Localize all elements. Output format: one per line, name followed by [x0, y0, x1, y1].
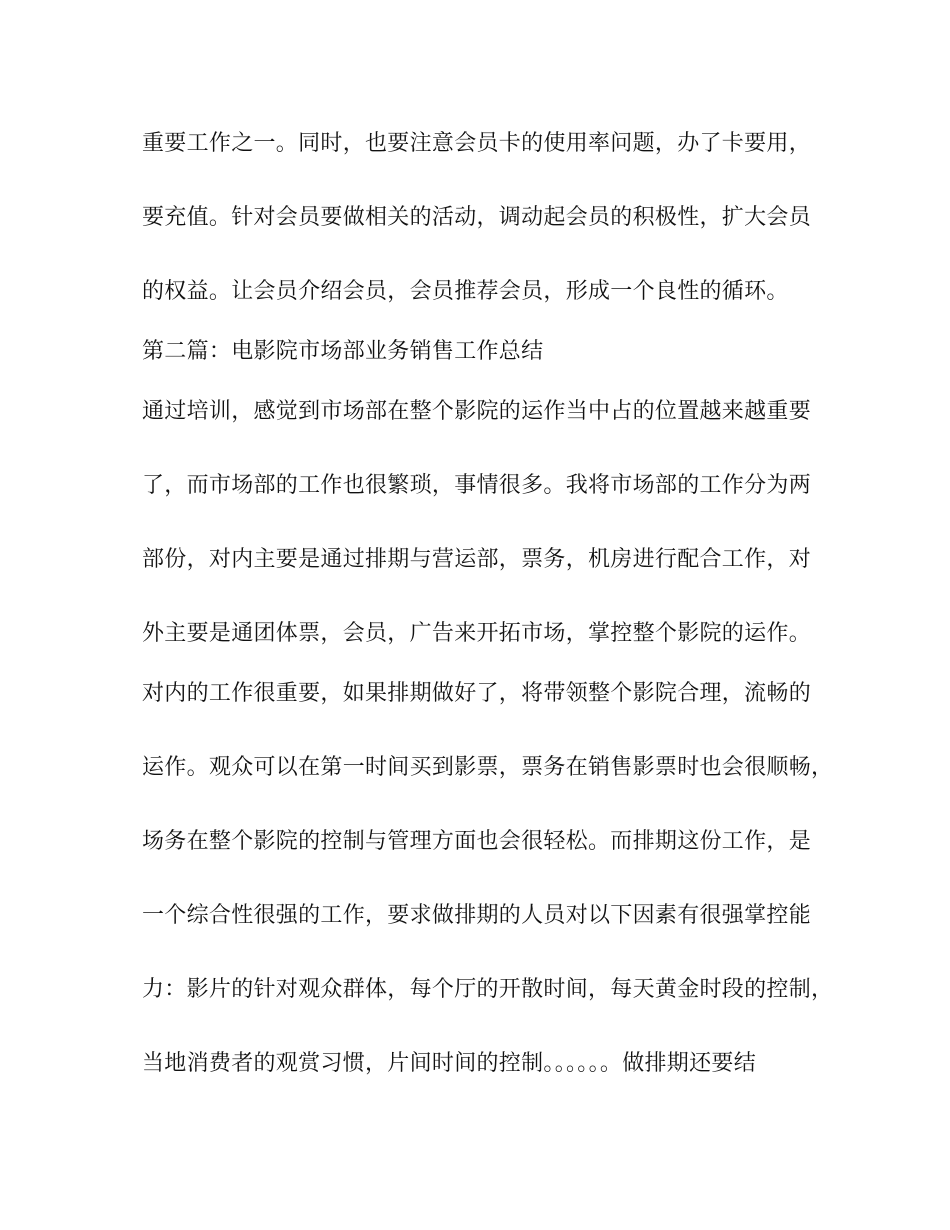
text-line: 的权益。让会员介绍会员，会员推荐会员，形成一个良性的循环。 — [142, 279, 789, 304]
text-line: 力：影片的针对观众群体，每个厅的开散时间，每天黄金时段的控制， — [142, 977, 834, 1002]
text-line: 外主要是通团体票，会员，广告来开拓市场，掌控整个影院的运作。 — [142, 621, 812, 646]
section-heading: 第二篇：电影院市场部业务销售工作总结 — [142, 339, 544, 364]
text-line: 一个综合性很强的工作，要求做排期的人员对以下因素有很强掌控能 — [142, 903, 812, 928]
text-line: 了，而市场部的工作也很繁琐，事情很多。我将市场部的工作分为两 — [142, 473, 812, 498]
text-line: 通过培训，感觉到市场部在整个影院的运作当中占的位置越来越重要 — [142, 399, 812, 424]
text-line: 重要工作之一。同时，也要注意会员卡的使用率问题，办了卡要用， — [142, 131, 812, 156]
text-line: 场务在整个影院的控制与管理方面也会很轻松。而排期这份工作，是 — [142, 829, 812, 854]
text-line: 要充值。针对会员要做相关的活动，调动起会员的积极性，扩大会员 — [142, 205, 812, 230]
text-line: 部份，对内主要是通过排期与营运部，票务，机房进行配合工作，对 — [142, 547, 812, 572]
text-line: 对内的工作很重要，如果排期做好了，将带领整个影院合理，流畅的 — [142, 681, 812, 706]
text-line: 当地消费者的观赏习惯，片间时间的控制。。。。。。做排期还要结 — [142, 1051, 757, 1076]
text-line: 运作。观众可以在第一时间买到影票，票务在销售影票时也会很顺畅， — [142, 755, 834, 780]
